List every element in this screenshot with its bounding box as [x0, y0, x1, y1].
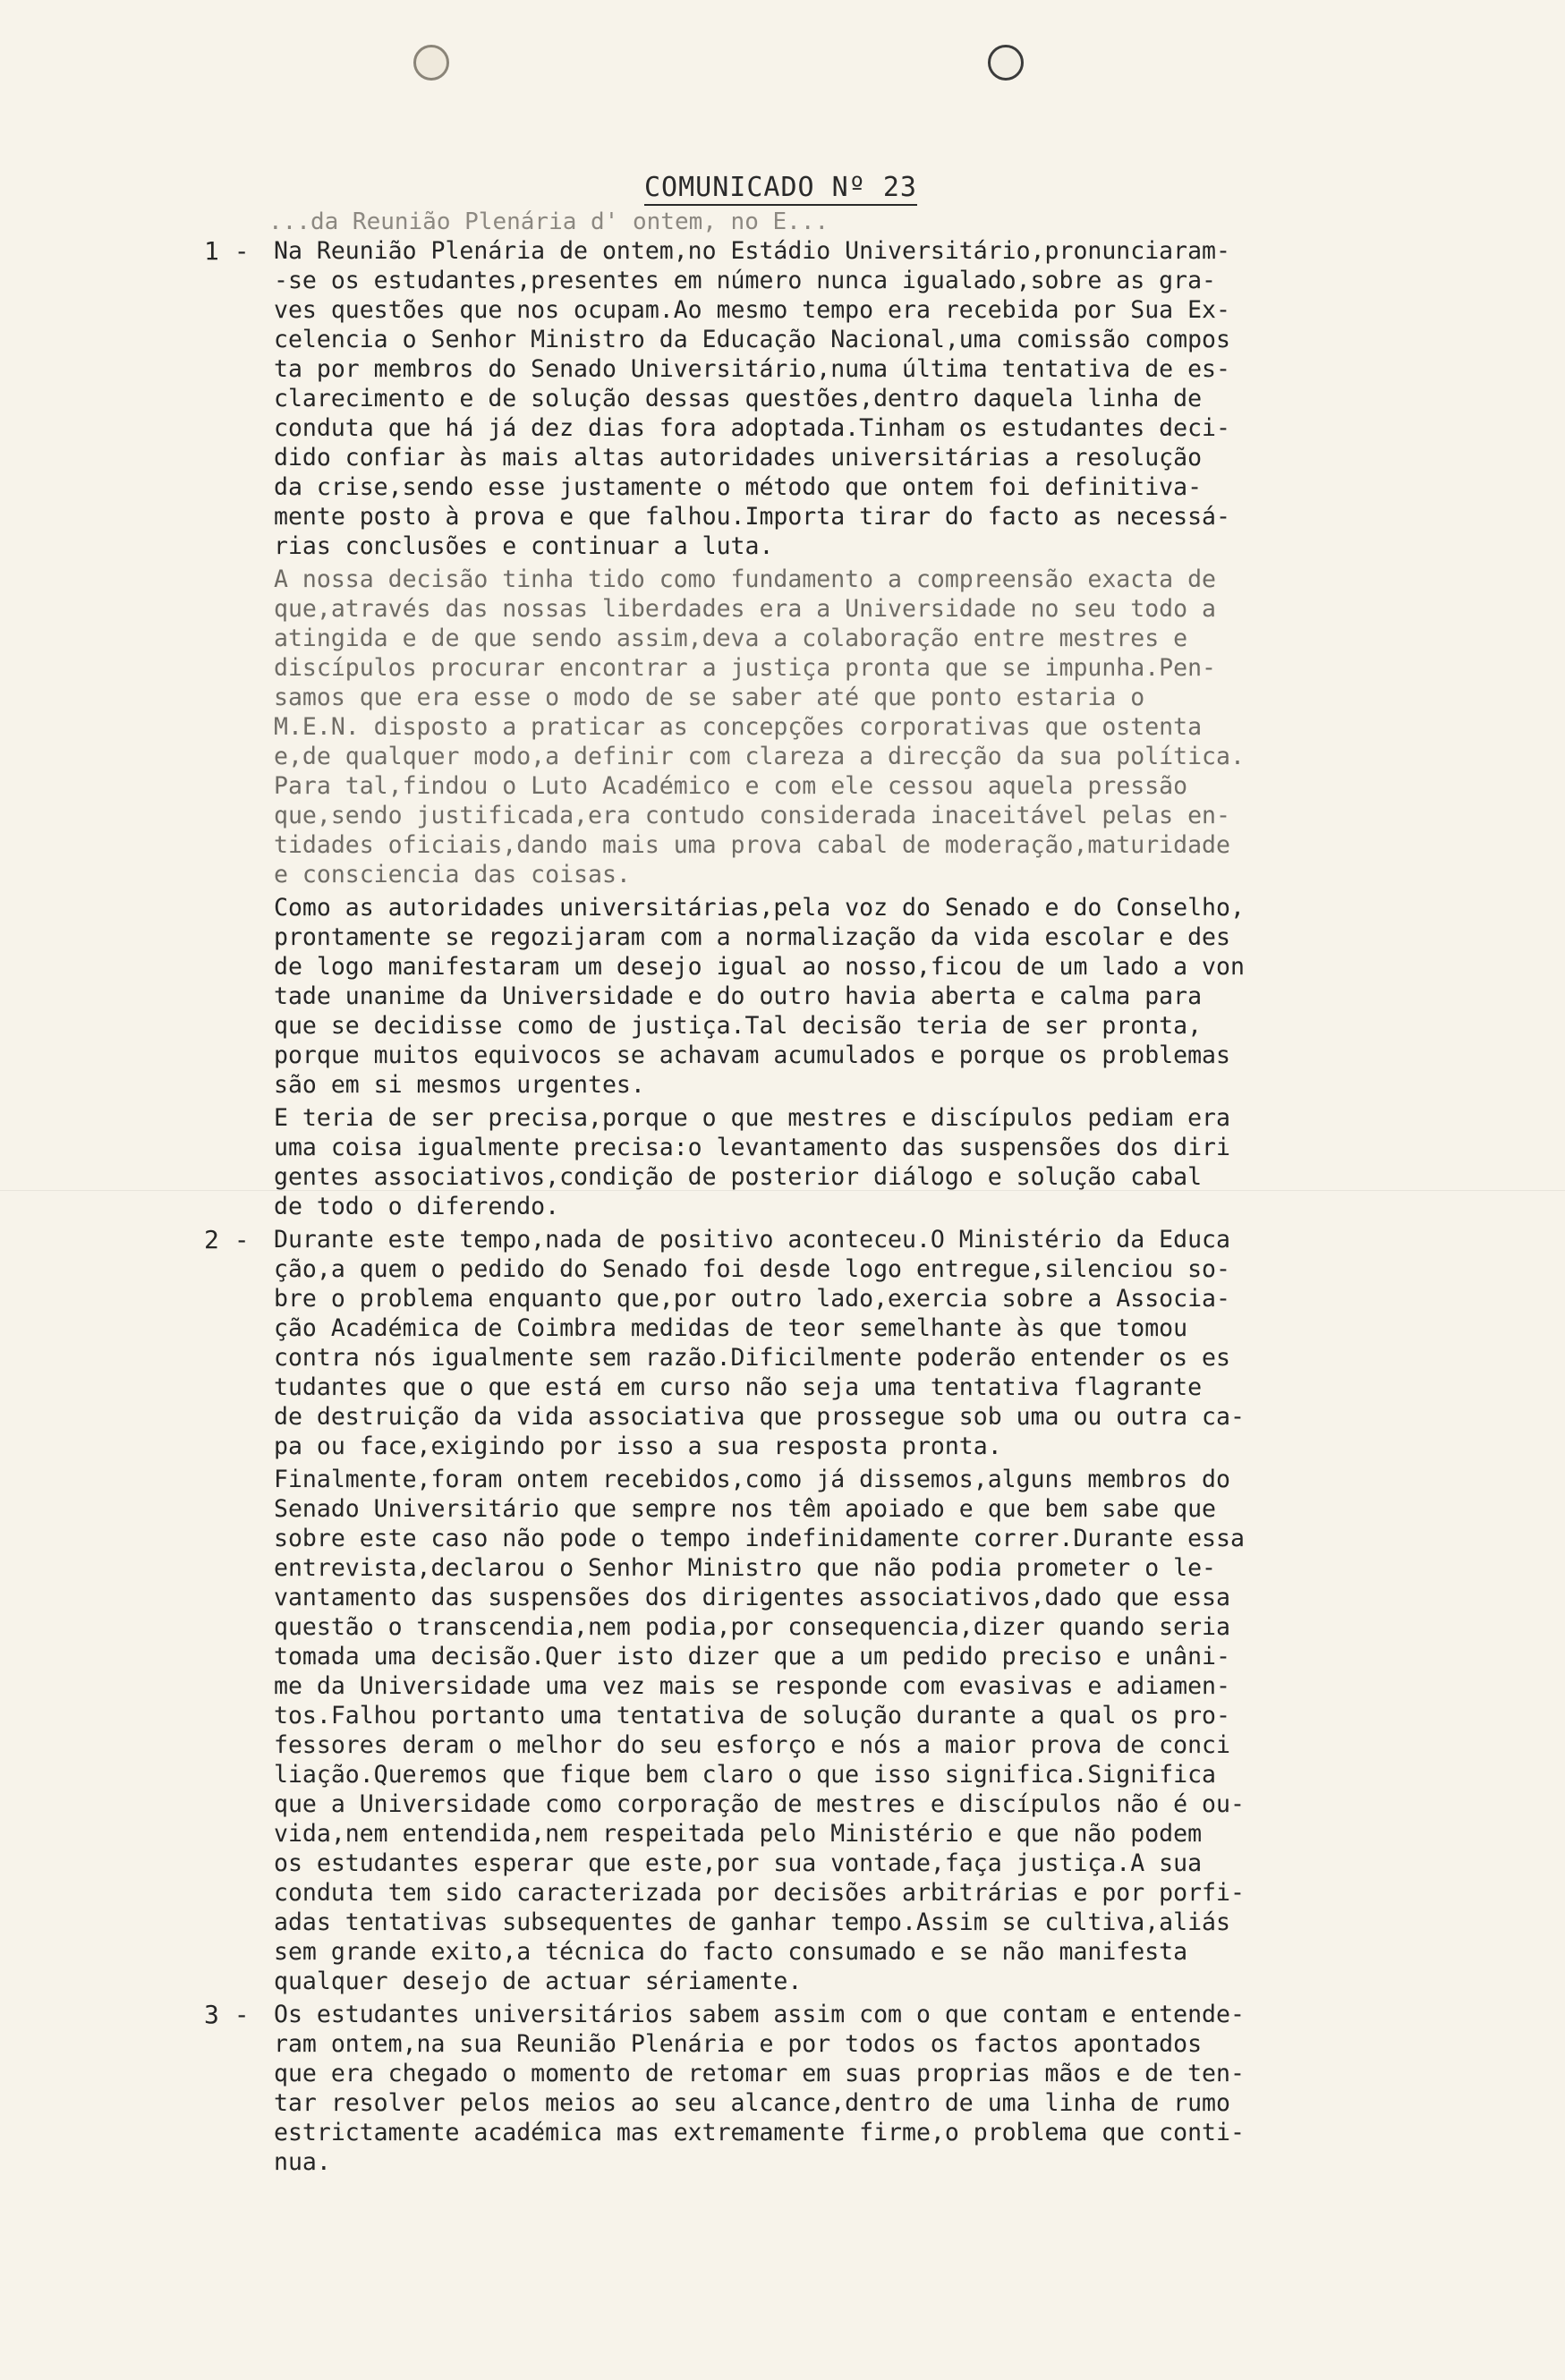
paragraph — [0, 893, 1565, 1100]
text-line: uma coisa igualmente precisa:o levantamento das suspensões dos diri — [274, 1134, 1230, 1161]
text-line: tidades oficiais,dando mais uma prova cabal de moderação,maturidade — [274, 831, 1230, 859]
document-body — [0, 236, 1565, 2380]
text-line: atingida e de que sendo assim,deva a colaboração entre mestres e — [274, 625, 1188, 652]
text-line: clarecimento e de solução dessas questões,dentro daquela linha de — [274, 385, 1203, 412]
text-line: A nossa decisão tinha tido como fundamento a compreensão exacta de — [274, 565, 1216, 593]
text-line: sem grande exito,a técnica do facto consumado e se não manifesta — [274, 1938, 1188, 1966]
text-line: nua. — [274, 2148, 331, 2176]
section-1 — [0, 236, 1565, 1221]
text-line: tos.Falhou portanto uma tentativa de solução durante a qual os pro- — [274, 1702, 1230, 1730]
text-line: ção Académica de Coimbra medidas de teor semelhante às que tomou — [274, 1314, 1188, 1342]
section-number: 1 - — [204, 236, 250, 266]
text-line: Senado Universitário que sempre nos têm apoiado e que bem sabe que — [274, 1495, 1216, 1523]
text-line: rias conclusões e continuar a luta. — [274, 532, 774, 560]
text-line: bre o problema enquanto que,por outro lado,exercia sobre a Associa- — [274, 1285, 1230, 1313]
punch-hole-right — [988, 45, 1024, 81]
text-line: entrevista,declarou o Senhor Ministro que não podia prometer o le- — [274, 1554, 1216, 1582]
text-line: vantamento das suspensões dos dirigentes associativos,dado que essa — [274, 1584, 1230, 1611]
text-line: adas tentativas subsequentes de ganhar tempo.Assim se cultiva,aliás — [274, 1908, 1230, 1936]
text-line: me da Universidade uma vez mais se responde com evasivas e adiamen- — [274, 1672, 1230, 1700]
document-title: COMUNICADO Nº 23 — [644, 172, 917, 206]
text-line: -se os estudantes,presentes em número nunca igualado,sobre as gra- — [274, 267, 1216, 294]
text-line: ta por membros do Senado Universitário,numa última tentativa de es- — [274, 355, 1230, 383]
text-line: ram ontem,na sua Reunião Plenária e por todos os factos apontados — [274, 2030, 1203, 2058]
text-line: que se decidisse como de justiça.Tal decisão teria de ser pronta, — [274, 1012, 1203, 1040]
text-line: tomada uma decisão.Quer isto dizer que a um pedido preciso e unâni- — [274, 1643, 1230, 1670]
text-line: sobre este caso não pode o tempo indefinidamente correr.Durante essa — [274, 1525, 1245, 1552]
punch-hole-left — [413, 45, 449, 81]
text-line: pa ou face,exigindo por isso a sua resposta pronta. — [274, 1432, 1002, 1460]
text-line: que a Universidade como corporação de mestres e discípulos não é ou- — [274, 1790, 1245, 1818]
text-line: M.E.N. disposto a praticar as concepções corporativas que ostenta — [274, 713, 1203, 741]
text-line: Para tal,findou o Luto Académico e com ele cessou aquela pressão — [274, 772, 1188, 800]
text-line: que,através das nossas liberdades era a Universidade no seu todo a — [274, 595, 1216, 623]
text-line: de destruição da vida associativa que prossegue sob uma ou outra ca- — [274, 1403, 1245, 1431]
text-line: discípulos procurar encontrar a justiça pronta que se impunha.Pen- — [274, 654, 1216, 682]
section-2 — [0, 1225, 1565, 1996]
text-line: Durante este tempo,nada de positivo aconteceu.O Ministério da Educa — [274, 1226, 1230, 1254]
paragraph — [0, 1225, 1565, 1461]
text-line: celencia o Senhor Ministro da Educação Nacional,uma comissão compos — [274, 326, 1230, 353]
section-3 — [0, 2000, 1565, 2177]
text-line: samos que era esse o modo de se saber até que ponto estaria o — [274, 684, 1145, 711]
text-line: Como as autoridades universitárias,pela voz do Senado e do Conselho, — [274, 894, 1245, 922]
text-line: conduta que há já dez dias fora adoptada.Tinham os estudantes deci- — [274, 414, 1230, 442]
text-line: vida,nem entendida,nem respeitada pelo Ministério e que não podem — [274, 1820, 1203, 1848]
text-line: estrictamente académica mas extremamente firme,o problema que conti- — [274, 2119, 1245, 2146]
text-line: e,de qualquer modo,a definir com clareza a direcção da sua política. — [274, 743, 1245, 770]
text-line: prontamente se regozijaram com a normalização da vida escolar e des — [274, 923, 1230, 951]
text-line: gentes associativos,condição de posterior diálogo e solução cabal — [274, 1163, 1203, 1191]
paragraph — [0, 1103, 1565, 1221]
text-line: que era chegado o momento de retomar em suas proprias mãos e de ten- — [274, 2060, 1245, 2087]
paragraph — [0, 236, 1565, 561]
text-line: ves questões que nos ocupam.Ao mesmo tempo era recebida por Sua Ex- — [274, 296, 1230, 324]
text-line: que,sendo justificada,era contudo considerada inaceitável pelas en- — [274, 802, 1230, 829]
text-line: E teria de ser precisa,porque o que mestres e discípulos pediam era — [274, 1104, 1230, 1132]
text-line: da crise,sendo esse justamente o método que ontem foi definitiva- — [274, 473, 1203, 501]
paragraph — [0, 1465, 1565, 1996]
text-line: liação.Queremos que fique bem claro o que isso significa.Significa — [274, 1761, 1216, 1789]
text-line: de todo o diferendo. — [274, 1193, 560, 1220]
text-line: mente posto à prova e que falhou.Importa tirar do facto as necessá- — [274, 503, 1230, 531]
faded-header-fragment: ...da Reunião Plenária d' ontem, no E... — [268, 208, 829, 235]
section-number: 3 - — [204, 2000, 250, 2029]
text-line: qualquer desejo de actuar sériamente. — [274, 1968, 803, 1995]
text-line: dido confiar às mais altas autoridades universitárias a resolução — [274, 444, 1203, 472]
text-line: Na Reunião Plenária de ontem,no Estádio Universitário,pronunciaram- — [274, 237, 1230, 265]
text-line: fessores deram o melhor do seu esforço e nós a maior prova de conci — [274, 1731, 1230, 1759]
text-line: contra nós igualmente sem razão.Dificilmente poderão entender os es — [274, 1344, 1230, 1372]
text-line: Finalmente,foram ontem recebidos,como já dissemos,alguns membros do — [274, 1466, 1230, 1493]
text-line: os estudantes esperar que este,por sua vontade,faça justiça.A sua — [274, 1849, 1203, 1877]
text-line: tar resolver pelos meios ao seu alcance,dentro de uma linha de rumo — [274, 2089, 1230, 2117]
text-line: ção,a quem o pedido do Senado foi desde logo entregue,silenciou so- — [274, 1255, 1230, 1283]
text-line: tudantes que o que está em curso não seja uma tentativa flagrante — [274, 1373, 1203, 1401]
paragraph — [0, 565, 1565, 889]
text-line: tade unanime da Universidade e do outro havia aberta e calma para — [274, 982, 1203, 1010]
text-line: Os estudantes universitários sabem assim com o que contam e entende- — [274, 2001, 1245, 2028]
text-line: porque muitos equivocos se achavam acumulados e porque os problemas — [274, 1041, 1230, 1069]
text-line: são em si mesmos urgentes. — [274, 1071, 645, 1099]
section-number: 2 - — [204, 1225, 250, 1254]
text-line: de logo manifestaram um desejo igual ao nosso,ficou de um lado a von — [274, 953, 1245, 981]
text-line: e consciencia das coisas. — [274, 861, 631, 888]
text-line: conduta tem sido caracterizada por decisões arbitrárias e por porfi- — [274, 1879, 1245, 1907]
text-line: questão o transcendia,nem podia,por consequencia,dizer quando seria — [274, 1613, 1230, 1641]
